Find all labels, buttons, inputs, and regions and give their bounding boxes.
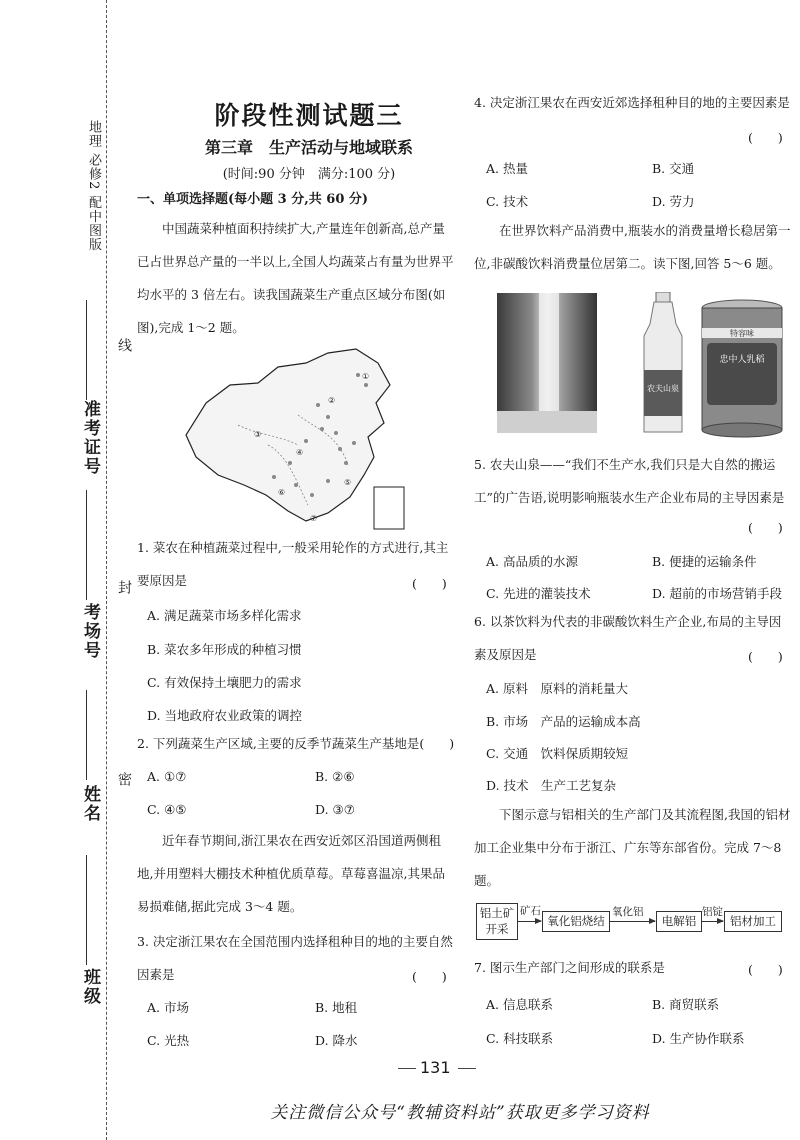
svg-text:⑤: ⑤ [344,478,352,487]
svg-text:⑥: ⑥ [278,488,286,497]
question-5-option-c: C. 先进的灌装技术 [486,586,591,601]
question-4-option-d: D. 劳力 [652,194,695,209]
question-2-option-d: D. ③⑦ [315,802,355,817]
seal-char-secret: 密 [116,772,132,786]
flow-box-aluminum-processing: 铝材加工 [724,911,782,932]
question-1-stem: 1. 菜农在种植蔬菜过程中,一般采用轮作的方式进行,其主要原因是 [137,540,449,588]
question-7-answer-paren: ( ) [748,962,783,977]
question-7-option-b: B. 商贸联系 [652,997,720,1012]
svg-text:①: ① [362,372,370,381]
question-5-answer-paren: ( ) [748,520,783,535]
side-rule [86,855,87,965]
waterfall-photo [497,293,597,433]
question-5-option-b: B. 便捷的运输条件 [652,554,757,569]
page-number-dash [398,1068,416,1069]
flow-arrow-label-ore: 矿石 [520,905,541,917]
can-brand-label-1: 特容味 [730,329,754,338]
svg-text:④: ④ [296,448,304,457]
question-1-option-b: B. 菜农多年形成的种植习惯 [147,642,302,657]
intro-paragraph-5: 在世界饮料产品消费中,瓶装水的消费量增长稳居第一位,非碳酸饮料消费量位居第二。读下图,回答 5～6 题。 [474,223,791,271]
side-rule [86,300,87,400]
question-6-option-c: C. 交通 饮料保质期较短 [486,746,629,761]
question-2-option-c: C. ④⑤ [147,802,187,817]
svg-text:⑦: ⑦ [310,514,318,523]
flow-box-bauxite-mining: 铝土矿开采 [476,903,518,940]
question-7-option-d: D. 生产协作联系 [652,1031,745,1046]
side-subject-label: 地理 必修2 配中图版 [86,120,101,252]
page-number: 131 [420,1058,451,1077]
side-label-exam-id: 准考证号 [80,400,100,476]
side-rule [86,490,87,600]
question-4-option-b: B. 交通 [652,161,695,176]
question-3-option-c: C. 光热 [147,1033,190,1048]
seal-char-seal: 封 [116,580,132,594]
question-2-option-a: A. ①⑦ [147,769,187,784]
flow-arrow-label-alumina: 氧化铝 [612,906,644,918]
question-6-answer-paren: ( ) [748,649,783,664]
page-number-dash [458,1068,476,1069]
intro-paragraph-3: 近年春节期间,浙江果农在西安近郊区沿国道两侧租地,并用塑料大棚技术种植优质草莓。草莓喜温凉,其果品易损难储,据此完成 3～4 题。 [137,833,445,914]
seal-char-line: 线 [116,338,132,352]
binding-dashed-line [106,0,107,1140]
question-6-stem: 6. 以茶饮料为代表的非碳酸饮料生产企业,布局的主导因素及原因是 [474,614,782,662]
question-2-option-b: B. ②⑥ [315,769,355,784]
intro-paragraph-7: 下图示意与铝相关的生产部门及其流程图,我国的铝材加工企业集中分布于浙江、广东等东部省份。完成 7～8 题。 [474,807,791,888]
question-5-stem: 5. 农夫山泉——“我们不生产水,我们只是大自然的搬运工”的广告语,说明影响瓶装水生产企业布局的主导因素是 [474,457,785,505]
question-3-option-a: A. 市场 [147,1000,189,1015]
question-1-option-a: A. 满足蔬菜市场多样化需求 [147,608,302,623]
side-label-room: 考场号 [80,603,100,660]
question-7-option-a: A. 信息联系 [486,997,553,1012]
flow-arrow [609,921,655,922]
question-6-option-a: A. 原料 原料的消耗量大 [486,681,628,696]
side-rule [86,690,87,780]
question-7-option-c: C. 科技联系 [486,1031,554,1046]
footer-note: 关注微信公众号“教辅资料站”获取更多学习资料 [270,1103,650,1123]
flow-box-electrolytic-aluminum: 电解铝 [656,911,702,932]
time-score-info: (时间:90 分钟 满分:100 分) [222,167,396,182]
can-brand-label-2: 忠中人乳稻 [719,355,765,365]
question-1-answer-paren: ( ) [412,576,447,591]
flow-arrow-label-ingot: 铝锭 [702,906,723,918]
question-5-option-d: D. 超前的市场营销手段 [652,586,783,601]
question-7-stem: 7. 图示生产部门之间形成的联系是 [474,960,665,975]
side-label-class: 班级 [80,968,100,1006]
flow-arrow [701,921,723,922]
question-2-stem: 2. 下列蔬菜生产区域,主要的反季节蔬菜生产基地是( ) [137,736,455,751]
question-1-option-d: D. 当地政府农业政策的调控 [147,708,303,723]
svg-text:③: ③ [254,430,262,439]
question-1-option-c: C. 有效保持土壤肥力的需求 [147,675,302,690]
tea-can-photo [697,298,787,438]
question-6-option-d: D. 技术 生产工艺复杂 [486,778,617,793]
question-4-option-c: C. 技术 [486,194,529,209]
svg-text:②: ② [328,396,336,405]
question-3-answer-paren: ( ) [412,969,447,984]
question-4-stem: 4. 决定浙江果农在西安近郊选择租种目的地的主要因素是 [474,95,790,110]
flow-box-alumina-sintering: 氧化铝烧结 [542,911,610,932]
question-3-option-d: D. 降水 [315,1033,358,1048]
question-3-option-b: B. 地租 [315,1000,358,1015]
flow-arrow [517,921,541,922]
chapter-subtitle: 第三章 生产活动与地域联系 [204,138,413,157]
side-label-name: 姓名 [80,785,100,823]
intro-paragraph-1: 中国蔬菜种植面积持续扩大,产量连年创新高,总产量已占世界总产量的一半以上,全国人均蔬菜占有量为世界平均水平的 3 倍左右。读我国蔬菜生产重点区域分布图(如图),完成 1～2 题。 [137,221,454,335]
question-6-option-b: B. 市场 产品的运输成本高 [486,714,641,729]
section-heading: 一、单项选择题(每小题 3 分,共 60 分) [137,192,369,207]
bottle-brand-label: 农夫山泉 [647,384,679,393]
question-3-stem: 3. 决定浙江果农在全国范围内选择租种目的地的主要自然因素是 [137,934,453,982]
question-4-answer-paren: ( ) [748,130,783,145]
question-5-option-a: A. 高品质的水源 [486,554,578,569]
china-vegetable-map [178,345,408,533]
water-bottle-photo [632,292,694,436]
question-4-option-a: A. 热量 [486,161,528,176]
page-title: 阶段性测试题三 [214,101,404,130]
